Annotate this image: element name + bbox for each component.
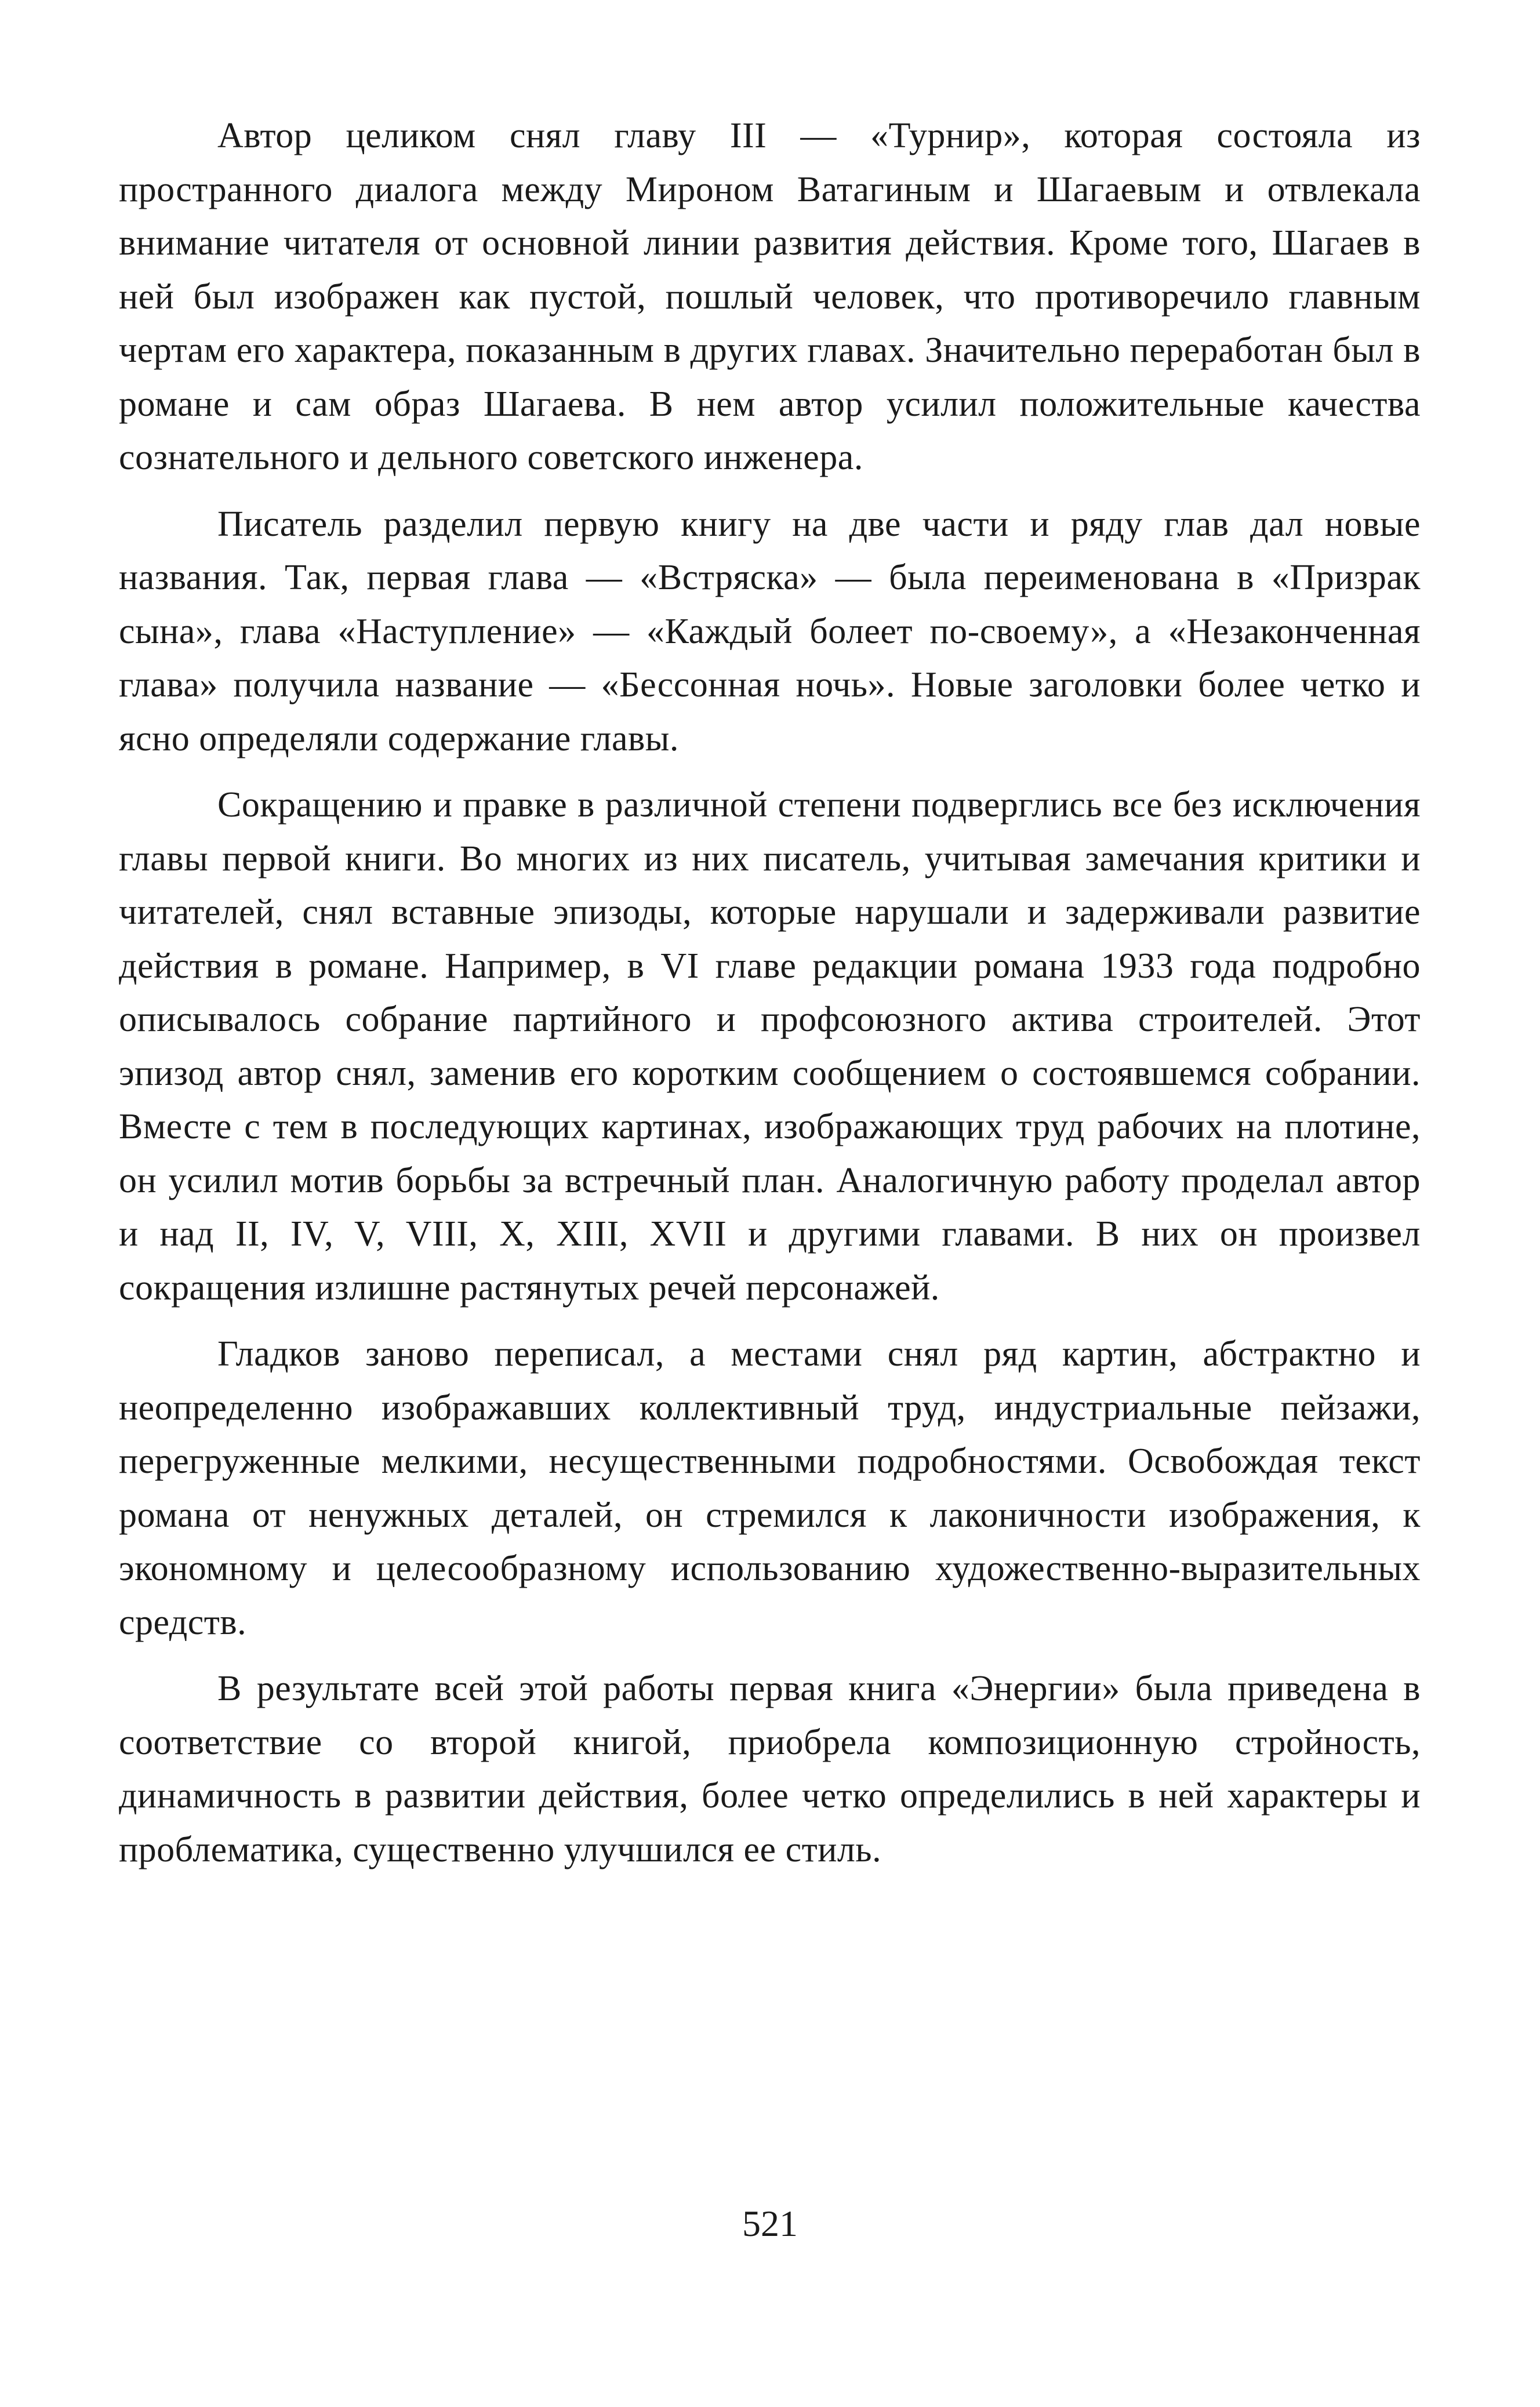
page-number: 521 [742,2203,798,2244]
page-body [119,109,1421,1889]
paragraph-2: Писатель разделил первую книгу на две части и ряду глав дал новые названия. Так, первая глава — «Встряска» — была переименована в «Призрак сына», глава «Наступление» — «Каждый болеет по-своему», а «Незаконченная глава» получила название — «Бессонная ночь». Новые заголовки более четко и ясно определяли содержание главы. [119,504,1421,758]
paragraph-3: Сокращению и правке в различной степени подверглись все без исключения главы первой книги. Во многих из них писатель, учитывая замечания критики и читателей, снял вставные эпизоды, которые нарушали и задерживали развитие действия в романе. Например, в VI главе редакции романа 1933 года подробно описывалось собрание партийного и профсоюзного актива строителей. Этот эпизод автор снял, заменив его коротким сообщением о состоявшемся собрании. Вместе с тем в последующих картинах, изображающих труд рабочих на плотине, он усилил мотив борьбы за встречный план. Аналогичную работу проделал автор и над II, IV, V, VIII, X, XIII, XVII и другими главами. В них он произвел сокращения излишне растянутых речей персонажей. [119,785,1421,1308]
paragraph-4: Гладков заново переписал, а местами снял ряд картин, абстрактно и неопределенно изображавших коллективный труд, индустриальные пейзажи, перегруженные мелкими, несущественными подробностями. Освобождая текст романа от ненужных деталей, он стремился к лаконичности изображения, к экономному и целесообразному использованию художественно-выразительных средств. [119,1334,1421,1642]
paragraph-1: Автор целиком снял главу III — «Турнир», которая состояла из пространного диалога между Мироном Ватагиным и Шагаевым и отвлекала внимание читателя от основной линии развития действия. Кроме того, Шагаев в ней был изображен как пустой, пошлый человек, что противоречило главным чертам его характера, показанным в других главах. Значительно переработан был в романе и сам образ Шагаева. В нем автор усилил положительные качества сознательного и дельного советского инженера. [119,116,1421,477]
paragraph-5: В результате всей этой работы первая книга «Энергии» была приведена в соответствие со второй книгой, приобрела композиционную стройность, динамичность в развитии действия, более четко определились в ней характеры и проблематика, существенно улучшился ее стиль. [119,1669,1421,1869]
